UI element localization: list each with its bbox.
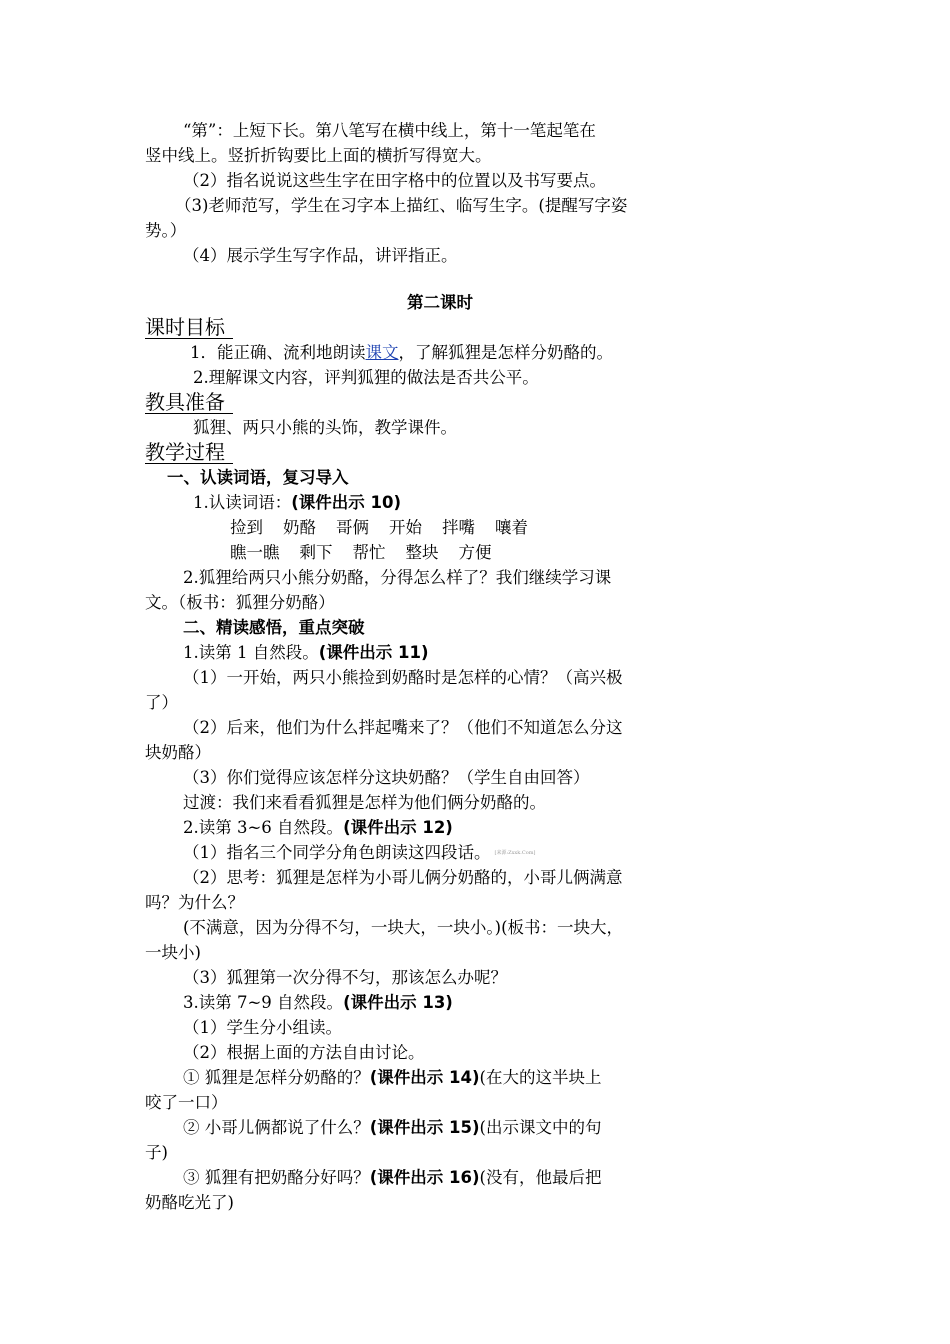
text-line: 过渡：我们来看看狐狸是怎样为他们俩分奶酪的。 [183,793,546,812]
goal-item-2: 2.理解课文内容，评判狐狸的做法是否共公平。 [193,368,539,387]
text-line: 2.狐狸给两只小熊分奶酪，分得怎么样了？我们继续学习课 [183,568,612,587]
section-title: 二、精读感悟，重点突破 [183,618,365,637]
text-line: （1）指名三个同学分角色朗读这四段话。 [来源:Zxxk.Com] [183,843,536,862]
prep-heading: 教具准备 [145,390,675,415]
text-line: 竖中线上。竖折折钩要比上面的横折写得宽大。 [145,146,492,165]
text-line: （3)老师范写，学生在习字本上描红、临写生字。(提醒写字姿 [175,196,628,215]
text-line: （3）狐狸第一次分得不匀，那该怎么办呢？ [183,968,507,987]
text-line: (不满意，因为分得不匀，一块大，一块小。)(板书：一块大， [183,918,624,937]
goal-item-1: 1．能正确、流利地朗读课文，了解狐狸是怎样分奶酪的。 [190,343,613,362]
list-item: 1.认读词语：(课件出示 10) [193,493,402,512]
text-line: （2）根据上面的方法自由讨论。 [183,1043,425,1062]
word-row: 瞧一瞧 剩下 帮忙 整块 方便 [230,543,492,562]
text-line: 奶酪吃光了) [145,1193,234,1212]
goals-heading: 课时目标 [145,315,675,340]
list-item: 3.读第 7~9 自然段。(课件出示 13) [183,993,453,1012]
text-line: 势。） [145,221,187,240]
text-line: 子) [145,1143,168,1162]
text-line: （2）思考：狐狸是怎样为小哥儿俩分奶酪的，小哥儿俩满意 [183,868,623,887]
text-line: （2）后来，他们为什么拌起嘴来了？（他们不知道怎么分这 [183,718,623,737]
text-line: 了） [145,693,178,712]
source-watermark: [来源:Zxxk.Com] [494,850,536,856]
list-item: 1.读第 1 自然段。(课件出示 11) [183,643,429,662]
list-item: ① 狐狸是怎样分奶酪的？(课件出示 14)(在大的这半块上 [183,1068,602,1087]
text-line: （1）一开始，两只小熊捡到奶酪时是怎样的心情？（高兴极 [183,668,623,687]
text-line: （4）展示学生写字作品，讲评指正。 [183,246,458,265]
text-line: 块奶酪） [145,743,211,762]
text-line: （3）你们觉得应该怎样分这块奶酪？（学生自由回答） [183,768,590,787]
word-row: 捡到 奶酪 哥俩 开始 拌嘴 嚷着 [230,518,528,537]
list-item: ③ 狐狸有把奶酪分好吗？(课件出示 16)(没有，他最后把 [183,1168,602,1187]
lesson-title: 第二课时 [407,293,473,312]
text-line: 一块小) [145,943,201,962]
section-title: 一、认读词语，复习导入 [167,468,349,487]
prep-text: 狐狸、两只小熊的头饰，教学课件。 [193,418,457,437]
text-line: 文。（板书：狐狸分奶酪） [145,593,335,612]
text-line: “第”：上短下长。第八笔写在横中线上，第十一笔起笔在 [183,121,596,140]
text-line: 吗？为什么？ [145,893,244,912]
text-link[interactable]: 课文 [365,343,399,362]
document-page [145,118,675,1215]
text-line: 咬了一口） [145,1093,228,1112]
text-line: （1）学生分小组读。 [183,1018,342,1037]
process-heading: 教学过程 [145,440,675,465]
list-item: 2.读第 3~6 自然段。(课件出示 12) [183,818,453,837]
list-item: ② 小哥儿俩都说了什么？(课件出示 15)(出示课文中的句 [183,1118,602,1137]
text-line: （2）指名说说这些生字在田字格中的位置以及书写要点。 [183,171,606,190]
